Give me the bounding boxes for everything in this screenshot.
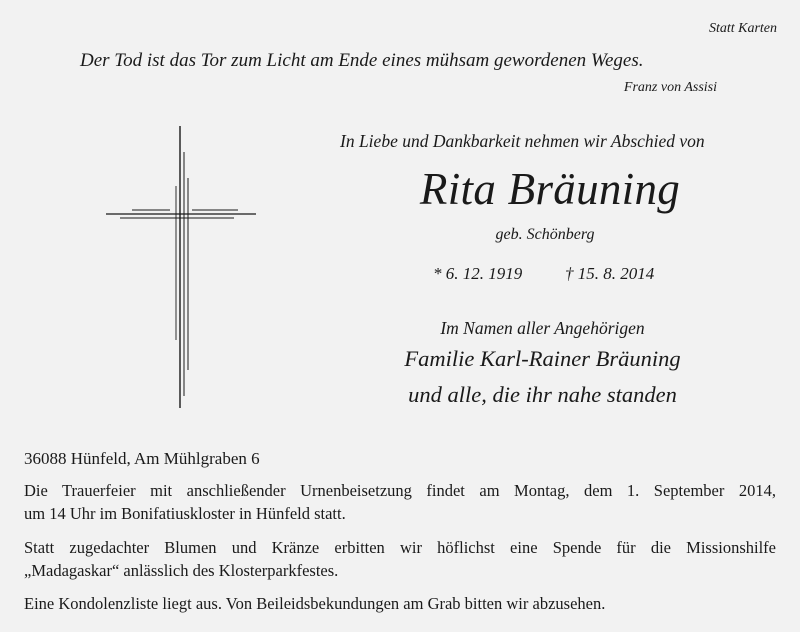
motto-author: Franz von Assisi xyxy=(623,80,717,95)
maiden-name: geb. Schönberg xyxy=(495,226,595,243)
funeral-paragraph xyxy=(24,479,776,525)
donation-line: „Madagaskar“ anlässlich des Klosterparkfestes. xyxy=(24,561,339,580)
birth-date: * 6. 12. 1919 xyxy=(433,264,523,283)
motto-quote: Der Tod ist das Tor zum Licht am Ende eines mühsam gewordenen Weges. xyxy=(80,50,644,71)
intro-text: In Liebe und Dankbarkeit nehmen wir Abschied von xyxy=(340,131,705,151)
death-date: † 15. 8. 2014 xyxy=(565,264,655,283)
condolence-text: Eine Kondolenzliste liegt aus. Von Beileidsbekundungen am Grab bitten wir abzusehen. xyxy=(24,594,606,613)
on-behalf-text: Im Namen aller Angehörigen xyxy=(440,318,645,338)
statt-karten-note: Statt Karten xyxy=(708,21,777,36)
family-name: Familie Karl-Rainer Bräuning xyxy=(404,346,681,371)
donation-line: Statt zugedachter Blumen und Kränze erbitten wir höflichst eine Spende für die Missionshilfe xyxy=(24,538,776,557)
donation-paragraph xyxy=(24,536,776,582)
others-text: und alle, die ihr nahe standen xyxy=(408,382,677,407)
address: 36088 Hünfeld, Am Mühlgraben 6 xyxy=(24,449,260,468)
funeral-line: um 14 Uhr im Bonifatiuskloster in Hünfeld statt. xyxy=(24,504,346,523)
funeral-line: Die Trauerfeier mit anschließender Urnenbeisetzung findet am Montag, dem 1. September 2014, xyxy=(24,481,776,500)
deceased-name: Rita Bräuning xyxy=(419,164,681,214)
